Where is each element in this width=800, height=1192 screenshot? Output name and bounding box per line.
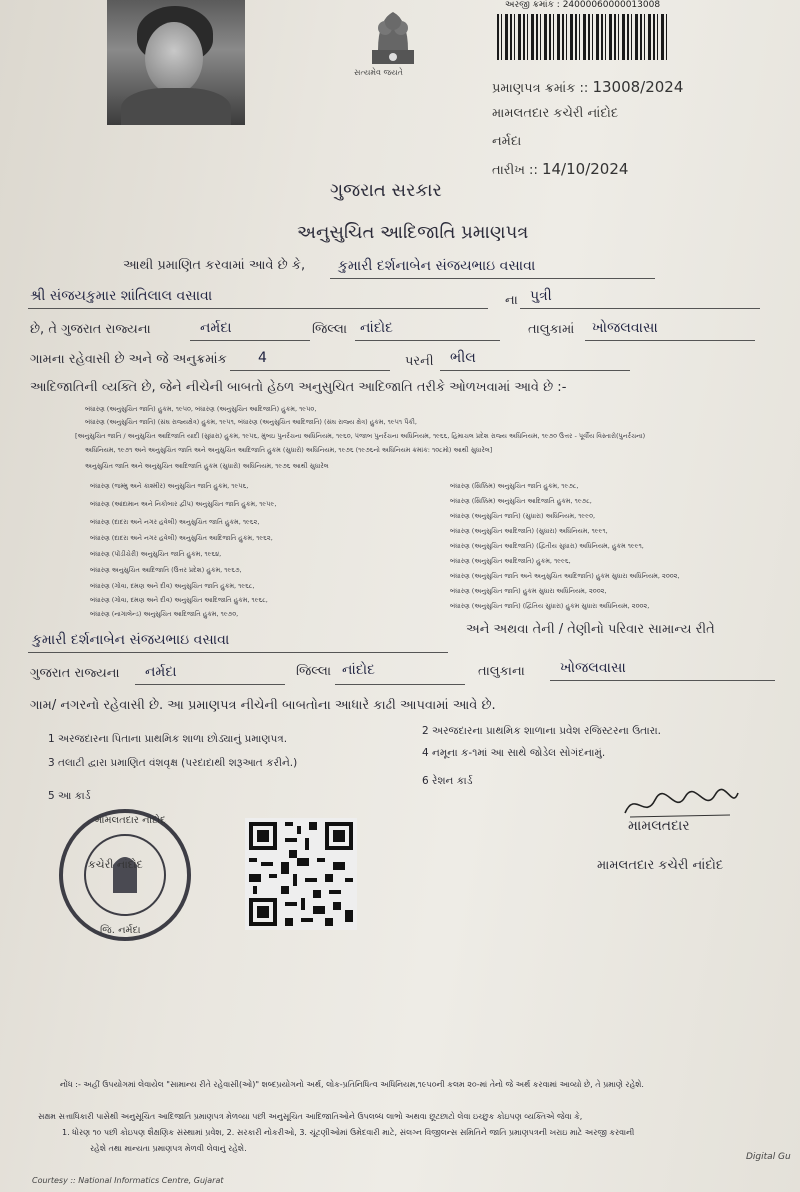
emblem-motto: સત્યમેવ જયતે	[354, 68, 403, 77]
family-text: અને અથવા તેની / તેણીનો પરિવાર સામાન્ય રીતે	[466, 622, 715, 637]
barcode	[497, 14, 667, 60]
certificate-number: પ્રમાણપત્ર ક્રમાંક :: 13008/2024	[492, 78, 684, 96]
district-name: નાંદોદ	[360, 320, 394, 336]
order-right: બંધારણ (અનુસુચિત આદિજાતિ) (દ્વિતીય સુધારા) અધિનિયમ, હુકમ ૧૯૯૧,	[450, 542, 644, 550]
state-prefix: છે, તે ગુજરાત રાજ્યના	[30, 322, 151, 337]
family-state-prefix: ગુજરાત રાજ્યના	[30, 666, 120, 681]
note-line: રહેશે તથા માન્યતા પ્રમાણપત્ર મેળવી લેવાનું રહેશે.	[90, 1144, 247, 1153]
order-right: બંધારણ (અનુસુચિત આદિજાતિ) હુકમ, ૧૯૯૬,	[450, 557, 571, 565]
order-right: બંધારણ (અનુસુચિત આદિજાતિ) (સુધારા) અધિનિયમ, ૧૯૯૧,	[450, 527, 608, 535]
taluka-label: તાલુકામાં	[528, 322, 575, 337]
family-district-value: નર્મદા	[145, 664, 177, 680]
applicant-name: કુમારી દર્શનાબેન સંજયભાઇ વસાવા	[338, 258, 536, 274]
digital-footer: Digital Gu	[746, 1152, 791, 1162]
order-line: [અનુસુચિત જાતિ / અનુસુચિત આદિજાતિ યાદી (સુધારા) હુકમ, ૧૯૫૬, મુંબઇ પુનર્રચના અધિનિયમ, ૧૯૬૦, પંજાબ પુનર્રચના અધિનિયમ, ૧૯૬૬, હિમાચલ પ્રદેશ રાજ્ય અધિનિયમ, ૧૯૭૦ ઉત્તર - પૂર્વીય વિસ્તારો(પુનર્રચના)	[75, 432, 646, 440]
relation-prefix: ના	[505, 293, 518, 308]
taluka-value: ખોજલવાસા	[592, 320, 658, 336]
family-district-name: નાંદોદ	[342, 662, 376, 678]
father-name: શ્રી સંજયકુમાર શાંતિલાલ વસાવા	[30, 288, 213, 304]
order-left: બંધારણ (ગોવા, દમણ અને દીવ) અનુસુચિત જાતિ હુકમ, ૧૯૬૮,	[90, 582, 255, 590]
order-left: બંધારણ (જમ્મુ અને કાશ્મીર) અનુસુચિત જાતિ હુકમ, ૧૯૫૬,	[90, 482, 249, 490]
order-left: બંધારણ અનુસુચિત આદિજાતિ (ઉત્તર પ્રદેશ) હુકમ, ૧૯૬૭,	[90, 566, 242, 574]
document-item: 6 રેશન કાર્ડ	[422, 775, 473, 787]
order-line: બંધારણ (અનુસુચિત જાતિ) (સંઘ રાજ્યક્ષેત્ર) હુકમ, ૧૯૫૧, બંધારણ (અનુસુચિત આદિજાતિ) (સંઘ રાજ્ય ક્ષેત્ર) હુકમ, ૧૯૫૧ પૈકી,	[85, 418, 417, 426]
seal-bottom-text: જિ. નર્મદા	[100, 925, 141, 936]
applicant-photo	[107, 0, 245, 125]
signatory-office: મામલતદાર કચેરી નાંદોદ	[597, 858, 724, 873]
seal-middle-text: કચેરી નાંદોદ	[88, 858, 143, 871]
family-taluka-label: તાલુકાના	[478, 664, 525, 679]
order-right: બંધારણ (અનુસુચિત જાતિ અને અનુસુચિત આદિજાતિ) હુકમ સુધારા અધિનિયમ, ૨૦૦૨,	[450, 572, 680, 580]
issue-date: તારીખ :: 14/10/2024	[492, 160, 629, 178]
qr-code	[245, 818, 357, 930]
certificate-title: અનુસુચિત આદિજાતિ પ્રમાણપત્ર	[297, 222, 529, 243]
order-left: બંધારણ (આંદામાન અને નિકોબાર દ્વીપ) અનુસુચિત જાતિ હુકમ, ૧૯૫૯,	[90, 500, 277, 508]
family-district-label: જિલ્લા	[296, 664, 332, 679]
courtesy-footer: Courtesy :: National Informatics Centre, Gujarat	[32, 1176, 224, 1185]
relation-value: પુત્રી	[530, 288, 552, 304]
office-seal	[55, 805, 195, 945]
document-item: 4 નમૂના ક-૧માં આ સાથે જોડેલ સોગંદનામું.	[422, 747, 606, 759]
order-right: બંધારણ (સિક્કિમ) અનુસુચિત આદિજાતિ હુકમ, ૧૯૭૮,	[450, 497, 592, 505]
recognition-text: આદિજાતિની વ્યક્તિ છે, જેને નીચેની બાબતો હેઠળ અનુસુચિત આદિજાતિ તરીકે ઓળખવામાં આવે છે :-	[30, 380, 567, 395]
order-left: બંધારણ (દાદરા અને નગર હવેલી) અનુસુચિત જાતિ હુકમ, ૧૯૬૨,	[90, 518, 260, 526]
certify-prefix: આથી પ્રમાણિત કરવામાં આવે છે કે,	[123, 258, 306, 273]
order-right: બંધારણ (અનુસુચિત જાતિ) (સુધારા) અધિનિયમ, ૧૯૯૦,	[450, 512, 596, 520]
order-line: બંધારણ (અનુસુચિત જાતિ) હુકમ, ૧૯૫૦, બંધારણ (અનુસુચિત આદિજાતિ) હુકમ, ૧૯૫૦,	[85, 405, 317, 413]
district-value: નર્મદા	[200, 320, 232, 336]
order-left: બંધારણ (દાદરા અને નગર હવેલી) અનુસુચિત આદિજાતિ હુકમ, ૧૯૬૨,	[90, 534, 273, 542]
tribe-value: ભીલ	[450, 350, 476, 366]
serial-value: 4	[258, 350, 267, 366]
signatory-title: મામલતદાર	[628, 818, 690, 834]
para-label: પરની	[405, 354, 434, 369]
district-label: જિલ્લા	[312, 322, 348, 337]
application-serial: અરજી ક્રમાંક : 24000060000013008	[505, 0, 661, 10]
family-applicant-name: કુમારી દર્શનાબેન સંજયભાઇ વસાવા	[32, 632, 230, 648]
order-line: અનુસુચિત જાતિ અને અનુસુચિત આદિજાતિ હુકમ (સુધારો) અધિનિયમ, ૧૯૭૬ આથી સુધારેલ	[85, 462, 329, 470]
note-line: 1. ધોરણ ૧૦ પછી કોઇપણ શૈક્ષણિક સંસ્થામાં પ્રવેશ, 2. સરકારી નોકરીઓ, 3. ચૂંટણીઓમાં ઉમેદવારી માટે, સંલગ્ન વિજીલન્સ સમિતિને જાતિ પ્રમાણપત્રની ખરાઇ માટે અરજી કરવાની	[62, 1128, 635, 1137]
order-left: બંધારણ (પોંડીચેરી) અનુસુચિત જાતિ હુકમ, ૧૯૬૪,	[90, 550, 222, 558]
order-left: બંધારણ (ગોવા, દમણ અને દીવ) અનુસુચિત આદિજાતિ હુકમ, ૧૯૬૮,	[90, 596, 268, 604]
document-item: 1 અરજદારના પિતાના પ્રાથમિક શાળા છોડ્યાનું પ્રમાણપત્ર.	[48, 733, 288, 745]
note-line: નોંધ :- અહીં ઉપયોગમાં લેવાયેલ "સામાન્ય રીતે રહેવાસી(ઓ)" શબ્દપ્રયોગનો અર્થ, લોક-પ્રતિનિધિત્વ અધિનિયમ,૧૯૫૦ની કલમ ૨૦-માં તેનો જે અર્થ કરવામાં આવ્યો છે, તે પ્રમાણે રહેશે.	[60, 1080, 644, 1089]
issuing-office: મામલતદાર કચેરી નાંદોદ	[492, 106, 619, 121]
government-title: ગુજરાત સરકાર	[330, 180, 442, 201]
issuing-district: નર્મદા	[492, 134, 522, 149]
order-left: બંધારણ (નાગાલેન્ડ) અનુસુચિત આદિજાતિ હુકમ, ૧૯૭૦,	[90, 610, 239, 618]
note-line: સક્ષમ સત્તાધિકારી પાસેથી અનુસૂચિત આદિજાતિ પ્રમાણપત્ર મેળવ્યા પછી અનુસૂચિત આદિજાતિઓને ઉપલબ્ધ લાભો અથવા છૂટછાટો લેવા ઇચ્છુક કોઇપણ વ્યક્તિએ જેવા કે,	[38, 1112, 583, 1121]
family-taluka-value: ખોજલવાસા	[560, 660, 626, 676]
document-item: 5 આ કાર્ડ	[48, 790, 91, 802]
seal-top-text: મામલતદાર નાંદોદ	[95, 815, 166, 826]
order-line: અધિનિયમ, ૧૯૭૧ અને અનુસુચિત જાતિ અને અનુસુચિત આદિજાતિ હુકમ (સુધારો) અધિનિયમ, ૧૯૭૬ (૧૯૭૬નો અધિનિયમ ક્રમાંક: ૧૦૮મો) આથી સુધારેલ]	[85, 446, 493, 454]
document-item: 2 અરજદારના પ્રાથમિક શાળાના પ્રવેશ રજિસ્ટરના ઉતારા.	[422, 725, 662, 737]
order-right: બંધારણ (અનુસુચિત જાતિ) (દ્વિતિય સુધારા) હુકમ સુધારા અધિનિયમ, ૨૦૦૨,	[450, 602, 650, 610]
resident-text: ગામના રહેવાસી છે અને જે અનુક્રમાંક	[30, 352, 227, 367]
order-right: બંધારણ (અનુસુચિત જાતિ) હુકમ સુધારા અધિનિયમ, ૨૦૦૨,	[450, 587, 607, 595]
order-right: બંધારણ (સિક્કિમ) અનુસુચિત જાતિ હુકમ, ૧૯૭૮,	[450, 482, 579, 490]
document-item: 3 તલાટી દ્વારા પ્રમાણિત વંશવૃક્ષ (પરદાદાથી શરૂઆત કરીને.)	[48, 757, 298, 769]
basis-text: ગામ/ નગરનો રહેવાસી છે. આ પ્રમાણપત્ર નીચેની બાબતોના આધારે કાઢી આપવામાં આવે છે.	[30, 698, 496, 713]
